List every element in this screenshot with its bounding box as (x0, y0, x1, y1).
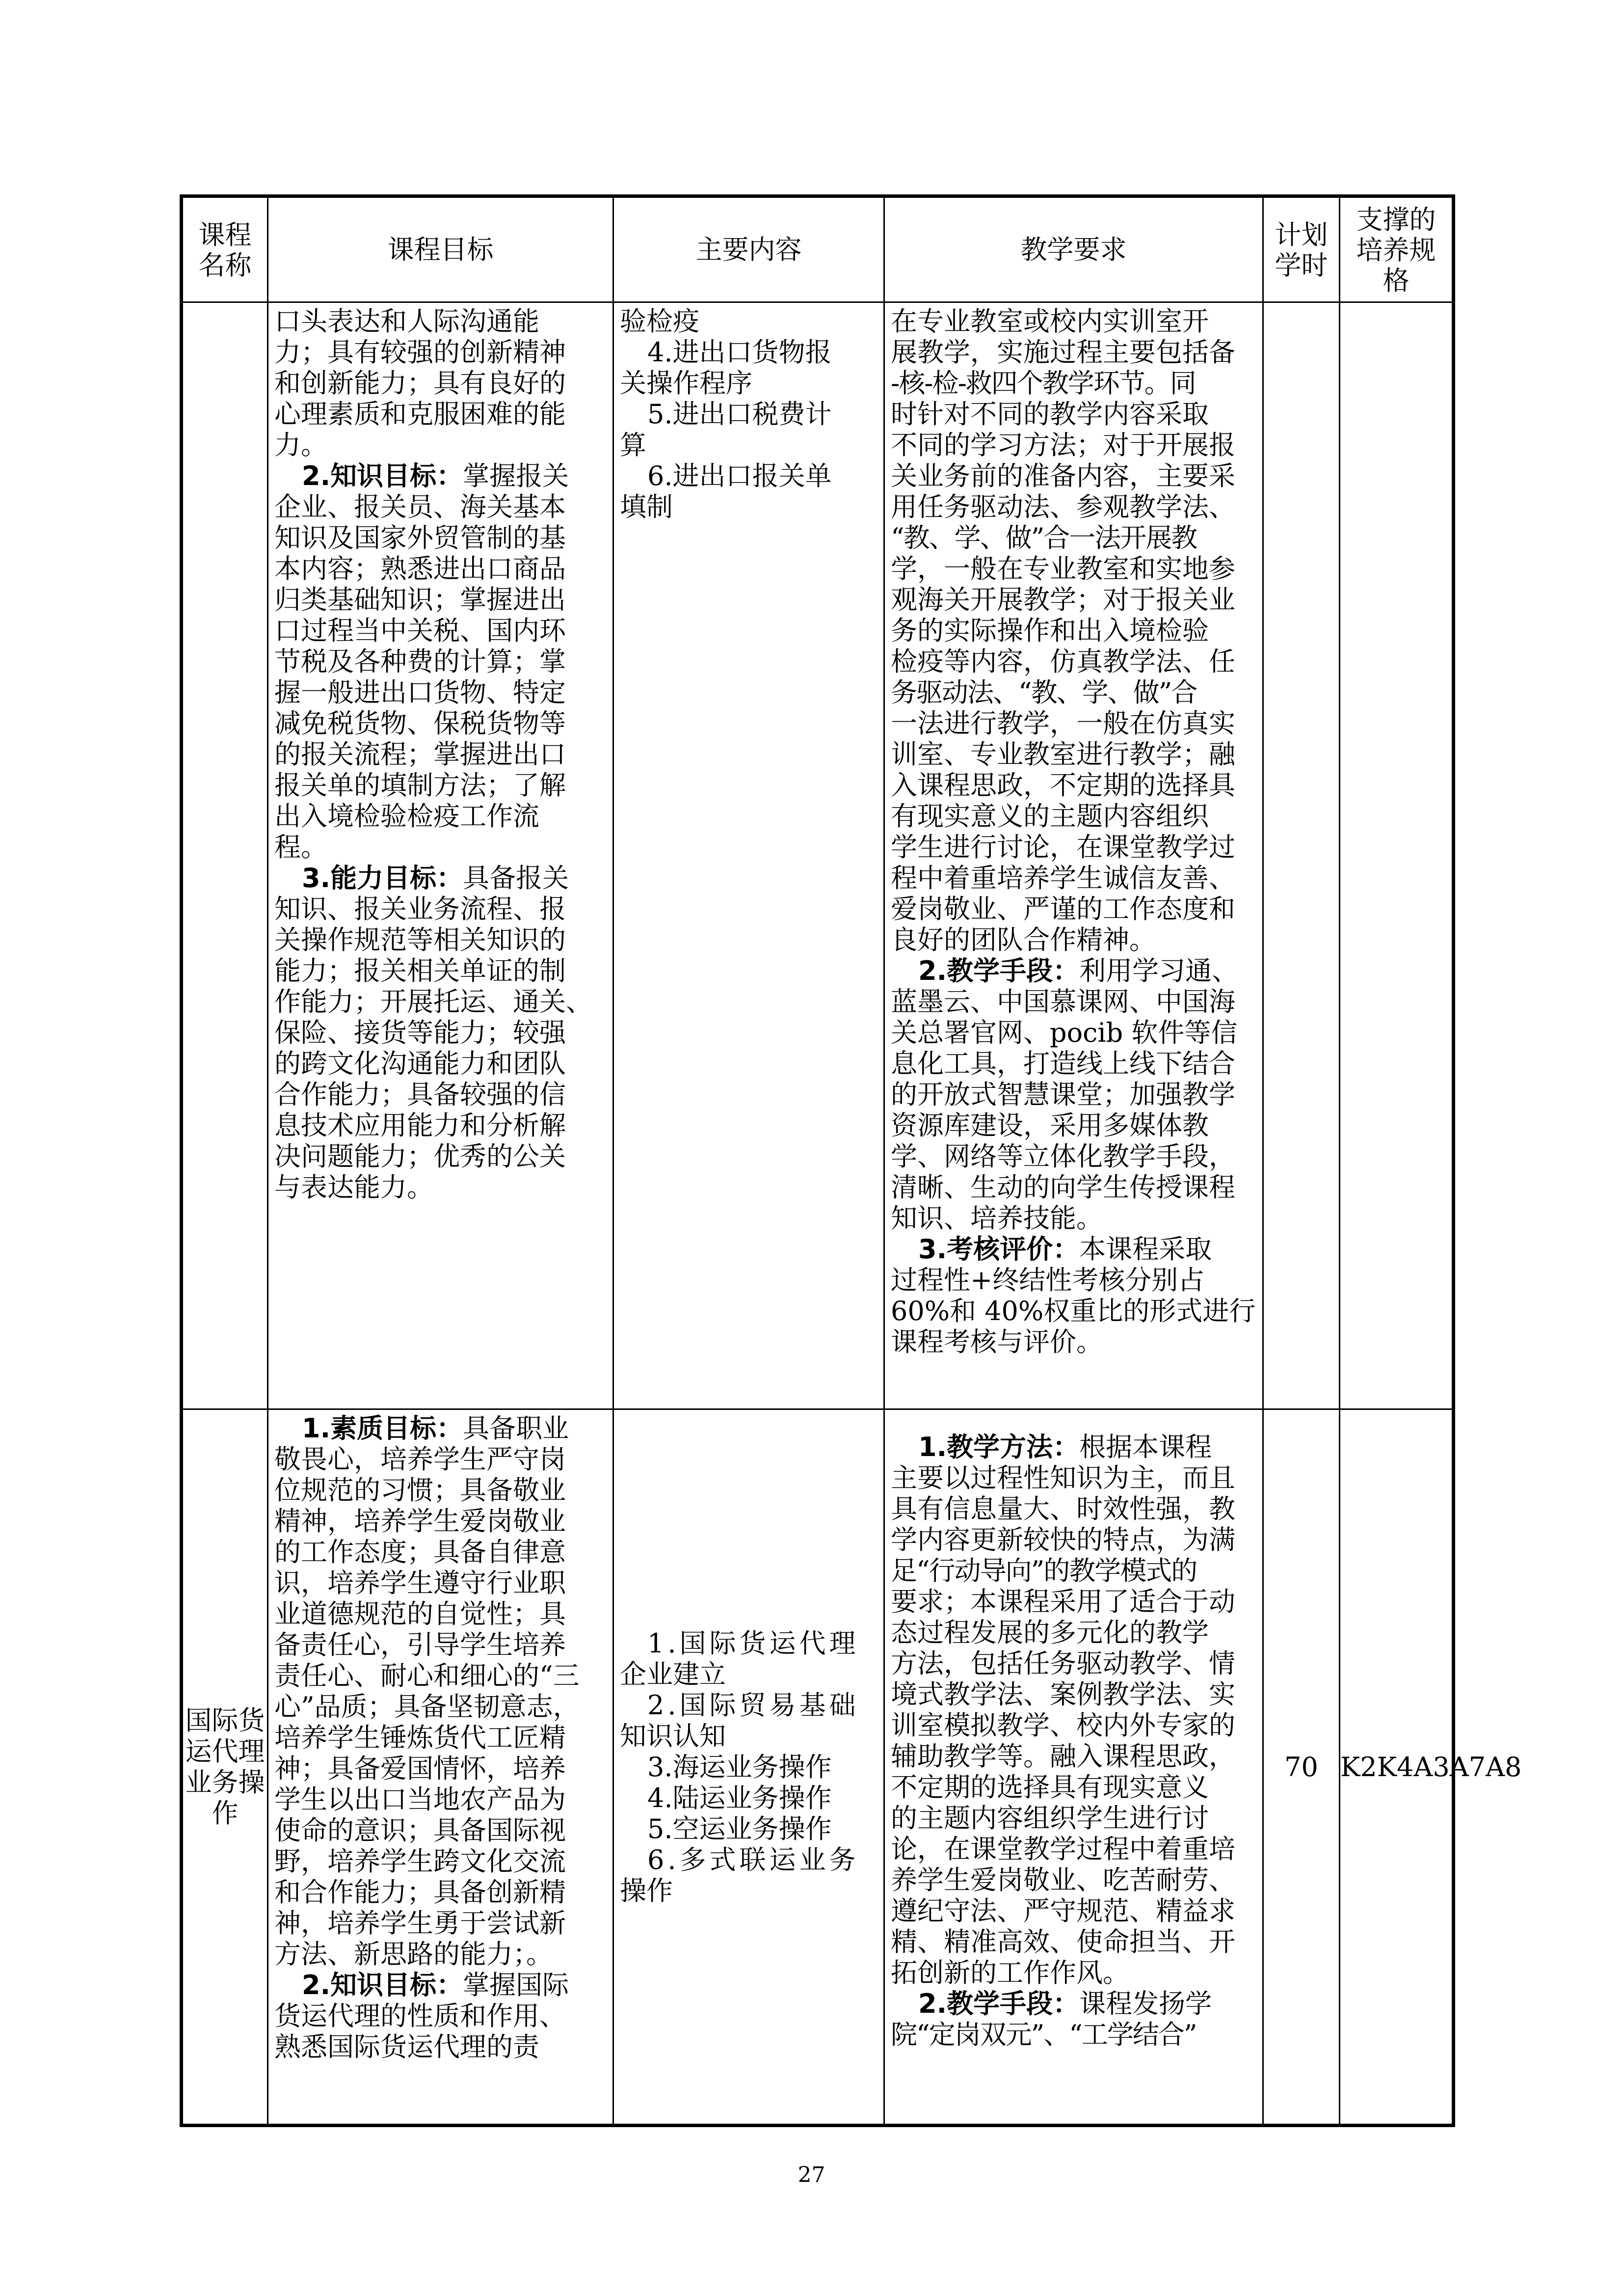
cell-line: 息化工具，打造线上线下结合 (891, 1048, 1235, 1079)
row2-objectives (268, 1409, 613, 2126)
cell-line: 神；具备爱国情怀，培养 (274, 1753, 566, 1784)
cell-line: 减免税货物、保税货物等 (274, 708, 566, 739)
cell-line: A3 (1413, 1751, 1450, 1783)
cell-line: 3.考核评价：本课程采取 (918, 1234, 1212, 1265)
cell-line: 遵纪守法、严守规范、精益求 (891, 1895, 1235, 1926)
cell-line: 操作 (620, 1875, 673, 1906)
cell-line: 出入境检验检疫工作流 (274, 801, 539, 832)
cell-line: 务驱动法、“教、学、做”合 (891, 677, 1197, 708)
cell-line: 业务 (185, 1767, 239, 1798)
row2-spec (1340, 1409, 1522, 2126)
cell-line: 操作 (212, 1767, 265, 1829)
cell-line: 报关单的填制方法；了解 (274, 770, 566, 801)
cell-line: 力。 (274, 430, 327, 460)
cell-line: 用任务驱动法、参观教学法、 (891, 491, 1235, 522)
cell-line: 知识认知 (620, 1720, 726, 1752)
cell-line: 能力；报关相关单证的制 (274, 955, 566, 986)
cell-line: 精、精准高效、使命担当、开 (891, 1926, 1235, 1957)
row2-hours: 70 (1263, 1409, 1340, 2126)
cell-line: 与表达能力。 (274, 1172, 433, 1203)
cell-line: 2.教学手段：课程发扬学 (918, 1988, 1212, 2019)
cell-line: 业道德规范的自觉性；具 (274, 1598, 566, 1629)
cell-line: 程中着重培养学生诚信友善、 (891, 863, 1235, 893)
cell-line: 的跨文化沟通能力和团队 (274, 1048, 566, 1079)
cell-line: 拓创新的工作作风。 (891, 1957, 1129, 1988)
cell-line: 心理素质和克服困难的能 (274, 399, 566, 430)
cell-line: 资源库建设，采用多媒体教 (891, 1110, 1209, 1141)
cell-line: 关操作规范等相关知识的 (274, 924, 566, 955)
header-requirements: 教学要求 (884, 196, 1263, 302)
cell-line: 算 (620, 430, 646, 460)
header-spec: 支撑的 培养规 格 (1340, 196, 1454, 302)
cell-line: 本内容；熟悉进出口商品 (274, 553, 566, 584)
cell-line: 爱岗敬业、严谨的工作态度和 (891, 893, 1235, 924)
cell-line: 4.进出口货物报 (647, 337, 832, 368)
cell-line: 程。 (274, 832, 327, 863)
cell-line: A7 (1449, 1751, 1486, 1783)
cell-line: 1.素质目标：具备职业 (302, 1413, 569, 1444)
cell-line: 主要以过程性知识为主，而且 (891, 1462, 1235, 1493)
cell-line: 握一般进出口货物、特定 (274, 677, 566, 708)
cell-line: 神，培养学生勇于尝试新 (274, 1908, 566, 1939)
row1-objectives (268, 302, 613, 1409)
cell-line: 清晰、生动的向学生传授课程 (891, 1172, 1235, 1203)
course-table (180, 194, 1522, 2127)
row1-spec (1340, 302, 1454, 1409)
cell-line: 蓝墨云、中国慕课网、中国海 (891, 986, 1235, 1017)
cell-line: 归类基础知识；掌握进出 (274, 584, 566, 615)
cell-line: 的报关流程；掌握进出口 (274, 739, 566, 770)
cell-line: 一法进行教学，一般在仿真实 (891, 708, 1235, 739)
cell-line: 企业建立 (620, 1658, 726, 1690)
cell-line: 学内容更新较快的特点，为满 (891, 1524, 1235, 1555)
cell-line: 使命的意识；具备国际视 (274, 1815, 566, 1846)
cell-line: 作能力；开展托运、通关、 (274, 986, 592, 1017)
cell-line: 货运代理的性质和作用、 (274, 2000, 566, 2031)
cell-line: 和合作能力；具备创新精 (274, 1877, 566, 1908)
header-content: 主要内容 (613, 196, 884, 302)
cell-line: 口头表达和人际沟通能 (274, 306, 539, 337)
cell-line: 验检疫 (620, 306, 699, 337)
cell-line: 的主题内容组织学生进行讨 (891, 1803, 1209, 1834)
cell-line: 观海关开展教学；对于报关业 (891, 584, 1235, 615)
cell-line: 方法，包括任务驱动教学、情 (891, 1648, 1235, 1679)
header-hours: 计划 学时 (1263, 196, 1340, 302)
cell-line: 辅助教学等。融入课程思政， (891, 1741, 1235, 1772)
cell-line: 时针对不同的教学内容采取 (891, 399, 1209, 430)
cell-line: 息技术应用能力和分析解 (274, 1110, 566, 1141)
cell-line: 熟悉国际货运代理的责 (274, 2031, 539, 2062)
cell-line: 关操作程序 (620, 368, 752, 399)
table-header-row (182, 196, 1454, 302)
cell-line: 5.空运业务操作 (647, 1813, 832, 1844)
cell-line: 学、网络等立体化教学手段， (891, 1141, 1235, 1172)
cell-line: 态过程发展的多元化的教学 (891, 1617, 1209, 1648)
cell-line: 决问题能力；优秀的公关 (274, 1141, 566, 1172)
cell-line: 代理 (212, 1736, 265, 1767)
row1-hours (1263, 302, 1340, 1409)
cell-line: 国际 (185, 1705, 239, 1736)
cell-line: 敬畏心，培养学生严守岗 (274, 1444, 566, 1475)
cell-line: 6.进出口报关单 (647, 460, 832, 491)
table-row (182, 1409, 1454, 2126)
cell-line: 的开放式智慧课堂；加强教学 (891, 1079, 1235, 1110)
cell-line: 务的实际操作和出入境检验 (891, 615, 1209, 646)
cell-line: 关总署官网、pocib 软件等信 (891, 1017, 1238, 1048)
cell-line: 知识及国家外贸管制的基 (274, 522, 566, 553)
cell-line: 关业务前的准备内容，主要采 (891, 460, 1235, 491)
cell-line: 节税及各种费的计算；掌 (274, 646, 566, 677)
cell-line: 4.陆运业务操作 (647, 1782, 832, 1813)
page-number: 27 (798, 2162, 825, 2188)
cell-line: 填制 (620, 491, 673, 522)
cell-line: 心”品质；具备坚韧意志， (274, 1691, 580, 1722)
cell-line: 2.国际贸易基础 (647, 1689, 859, 1721)
cell-line: 合作能力；具备较强的信 (274, 1079, 566, 1110)
header-objectives: 课程目标 (268, 196, 613, 302)
cell-line: 责任心、耐心和细心的“三 (274, 1660, 580, 1691)
cell-line: 良好的团队合作精神。 (891, 924, 1156, 955)
cell-line: 和创新能力；具有良好的 (274, 368, 566, 399)
cell-line: 2.知识目标：掌握国际 (302, 1970, 569, 2000)
cell-line: 境式教学法、案例教学法、实 (891, 1679, 1235, 1710)
cell-line: K4 (1377, 1751, 1414, 1783)
header-course-name: 课程 名称 (182, 196, 268, 302)
cell-line: 6.多式联运业务 (647, 1844, 859, 1875)
cell-line: 1.教学方法：根据本课程 (918, 1432, 1212, 1462)
cell-line: 2.教学手段：利用学习通、 (918, 955, 1239, 986)
cell-line: 5.进出口税费计 (647, 399, 832, 430)
cell-line: 货运 (185, 1705, 265, 1767)
cell-line: 知识、报关业务流程、报 (274, 893, 566, 924)
cell-line: 识，培养学生遵守行业职 (274, 1567, 566, 1598)
cell-line: K2 (1340, 1751, 1377, 1783)
cell-line: 的工作态度；具备自律意 (274, 1537, 566, 1567)
cell-line: 展教学，实施过程主要包括备 (891, 337, 1235, 368)
row1-course-name (182, 302, 268, 1409)
cell-line: 足“行动导向”的教学模式的 (891, 1555, 1197, 1586)
cell-line: 方法、新思路的能力；。 (274, 1939, 553, 1970)
cell-line: 备责任心，引导学生培养 (274, 1629, 566, 1660)
cell-line: 企业、报关员、海关基本 (274, 491, 566, 522)
row2-requirements (884, 1409, 1263, 2126)
cell-line: 训室模拟教学、校内外专家的 (891, 1710, 1235, 1741)
cell-line: A8 (1486, 1751, 1522, 1783)
cell-line: 精神，培养学生爱岗敬业 (274, 1506, 566, 1537)
row1-content (613, 302, 884, 1409)
cell-line: 在专业教室或校内实训室开 (891, 306, 1209, 337)
cell-line: 力；具有较强的创新精神 (274, 337, 566, 368)
cell-line: 学生进行讨论，在课堂教学过 (891, 832, 1235, 863)
cell-line: 野，培养学生跨文化交流 (274, 1846, 566, 1877)
cell-line: 保险、接货等能力；较强 (274, 1017, 566, 1048)
cell-line: 3.能力目标：具备报关 (302, 863, 569, 893)
cell-line: 有现实意义的主题内容组织 (891, 801, 1209, 832)
cell-line: 过程性+终结性考核分别占 (891, 1265, 1205, 1296)
cell-line: 入课程思政，不定期的选择具 (891, 770, 1235, 801)
cell-line: 60%和 40%权重比的形式进行 (891, 1296, 1256, 1326)
cell-line: 课程考核与评价。 (891, 1326, 1103, 1357)
cell-line: 不定期的选择具有现实意义 (891, 1772, 1209, 1803)
cell-line: 培养学生锤炼货代工匠精 (274, 1722, 566, 1753)
table-row (182, 302, 1454, 1409)
cell-line: 不同的学习方法；对于开展报 (891, 430, 1235, 460)
cell-line: 具有信息量大、时效性强，教 (891, 1493, 1235, 1524)
row2-content (613, 1409, 884, 2126)
cell-line: 养学生爱岗敬业、吃苦耐劳、 (891, 1864, 1235, 1895)
cell-line: -核-检-救四个教学环节。同 (891, 368, 1196, 399)
cell-line: 论，在课堂教学过程中着重培 (891, 1834, 1235, 1864)
cell-line: 学，一般在专业教室和实地参 (891, 553, 1235, 584)
cell-line: 位规范的习惯；具备敬业 (274, 1475, 566, 1506)
cell-line: 训室、专业教室进行教学；融 (891, 739, 1235, 770)
row1-requirements (884, 302, 1263, 1409)
cell-line: 3.海运业务操作 (647, 1751, 832, 1783)
cell-line: 学生以出口当地农产品为 (274, 1784, 566, 1815)
cell-line: “教、学、做”合一法开展教 (891, 522, 1197, 553)
cell-line: 2.知识目标：掌握报关 (302, 460, 569, 491)
cell-line: 要求；本课程采用了适合于动 (891, 1586, 1235, 1617)
cell-line: 1.国际货运代理 (647, 1627, 859, 1659)
cell-line: 知识、培养技能。 (891, 1203, 1103, 1234)
row2-course-name (182, 1409, 268, 2126)
cell-line: 口过程当中关税、国内环 (274, 615, 566, 646)
cell-line: 院“定岗双元”、“工学结合” (891, 2019, 1197, 2050)
cell-line: 检疫等内容，仿真教学法、任 (891, 646, 1235, 677)
